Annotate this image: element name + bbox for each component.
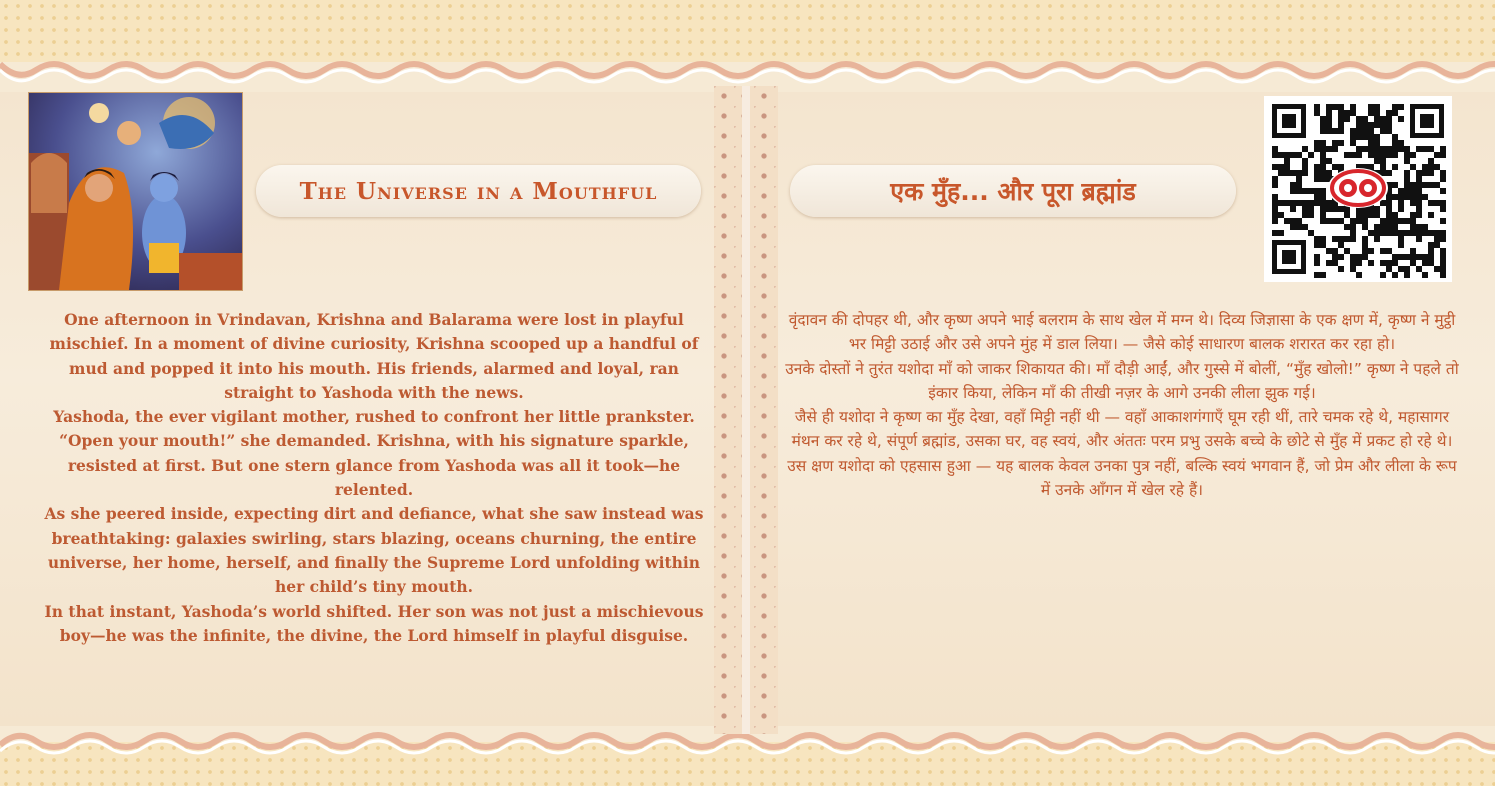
story-english [44, 308, 704, 648]
top-patterned-band [0, 0, 1495, 62]
paragraph-english-1: One afternoon in Vrindavan, Krishna and Balarama were lost in playful mischief. In a moment of divine curiosity, Krishna scooped up a handful of mud and popped it into his mouth. His friends, alarmed and loyal, ran straight to Yashoda with the news. [49, 310, 699, 402]
paragraph-english-2: Yashoda, the ever vigilant mother, rushed to confront her little prankster. “Open your mouth!” she demanded. Krishna, with his signature sparkle, resisted at first. But one stern glance from Yashoda was all it took—he relented. [53, 407, 695, 500]
title-hindi: एक मुँह... और पूरा ब्रह्मांड [890, 177, 1136, 206]
paragraph-english-4: In that instant, Yashoda’s world shifted. Her son was not just a mischievous boy—he was the infinite, the divine, the Lord himself in playful disguise. [44, 601, 704, 645]
paragraph-hindi-1: वृंदावन की दोपहर थी, और कृष्ण अपने भाई बलराम के साथ खेल में मग्न थे। दिव्य जिज्ञासा के एक क्षण में, कृष्ण ने मुट्ठी भर मिट्टी उठाई और उसे अपने मुंह में डाल लिया। — जैसे कोई साधारण बालक शरारत कर रहा हो। [788, 311, 1456, 354]
paragraph-hindi-4: उस क्षण यशोदा को एहसास हुआ — यह बालक केवल उनका पुत्र नहीं, बल्कि स्वयं भगवान हैं, जो प्रेम और लीला के रूप में उनके आँगन में खेल रहे हैं। [787, 456, 1457, 500]
title-english: The Universe in a Mouthful [299, 177, 658, 205]
paragraph-hindi-2: उनके दोस्तों ने तुरंत यशोदा माँ को जाकर शिकायत की। माँ दौड़ी आईं, और गुस्से में बोलीं, “मुँह खोलो!” कृष्ण ने पहले तो इंकार किया, लेकिन माँ की तीखी नज़र के आगे उनकी लीला झुक गई। [785, 359, 1459, 402]
story-hindi [782, 308, 1462, 502]
title-banner-hindi [790, 165, 1236, 217]
title-banner-english [256, 165, 701, 217]
qr-code[interactable] [1264, 96, 1452, 282]
paragraph-english-3: As she peered inside, expecting dirt and defiance, what she saw instead was breathtaking: galaxies swirling, stars blazing, oceans churning, the entire universe, her home, herself, and finally the Supreme Lord unfolding within her child’s tiny mouth. [44, 504, 704, 597]
krishna-yashoda-illustration [28, 92, 243, 291]
ap-monogram-logo-icon [1328, 168, 1388, 208]
center-floral-divider [714, 86, 778, 734]
paragraph-hindi-3: जैसे ही यशोदा ने कृष्ण का मुँह देखा, वहाँ मिट्टी नहीं थी — वहाँ आकाशगंगाएँ घूम रही थीं, तारे चमक रहे थे, महासागर मंथन कर रहे थे, संपूर्ण ब्रह्मांड, उसका घर, वह स्वयं, और अंततः परम प्रभु उसके बच्चे के छोटे से मुँह में प्रकट हो रहे थे। [791, 408, 1453, 451]
